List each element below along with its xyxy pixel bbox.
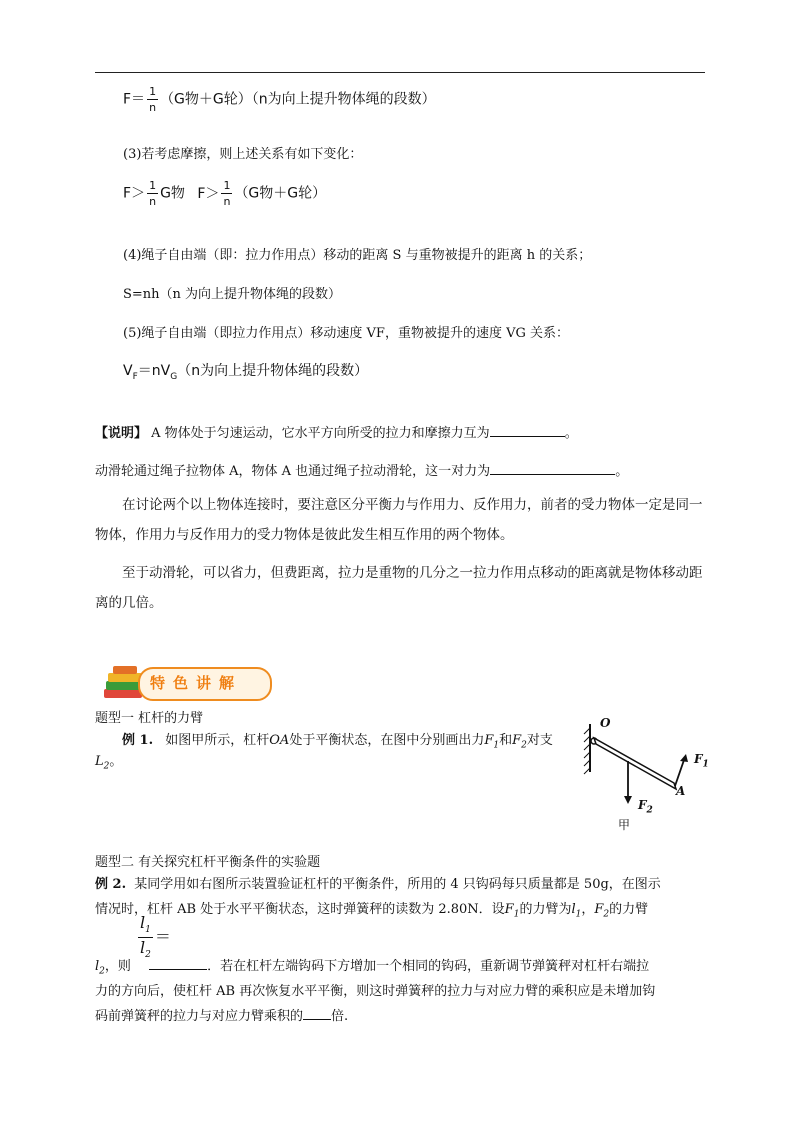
example-2-line-5: 码前弹簧秤的拉力与对应力臂乘积的 倍. bbox=[95, 1009, 349, 1024]
note-paragraph-2: 至于动滑轮，可以省力，但费距离，拉力是重物的几分之一拉力作用点移动的距离就是物体移动距离的几倍。 bbox=[95, 565, 703, 611]
note-line-2: 动滑轮通过绳子拉物体 A，物体 A 也通过绳子拉动滑轮，这一对力为 。 bbox=[95, 464, 629, 479]
ratio-fraction: $\frac{l_1}{l_2}$ ＝ bbox=[140, 913, 171, 961]
label-f2: $F_2$ bbox=[638, 798, 653, 816]
example-2-line-1: 例 2. 某同学用如右图所示装置验证杠杆的平衡条件，所用的 4 只钩码每只质量都是 50g，在图示 bbox=[95, 877, 661, 892]
item-5: (5)绳子自由端（即拉力作用点）移动速度 VF，重物被提升的速度 VG 关系： bbox=[123, 326, 569, 341]
item-3: (3)若考虑摩擦，则上述关系有如下变化： bbox=[123, 147, 363, 162]
note-line-1: 【说明】 A 物体处于匀速运动，它水平方向所受的拉力和摩擦力互为 。 bbox=[95, 426, 578, 441]
note-label: 【说明】 bbox=[95, 426, 148, 441]
example-2-line-3: $l_2$，则 ．若在杠杆左端钩码下方增加一个相同的钩码，重新调节弹簧秤对杠杆右端拉 bbox=[95, 959, 650, 977]
answer-blank-1[interactable] bbox=[490, 436, 565, 437]
answer-blank-2[interactable] bbox=[490, 474, 615, 475]
lever-diagram bbox=[576, 714, 716, 834]
formula-friction: F＞ $\frac{1}{n}$ G物 F＞ $\frac{1}{n}$ （G物＋G轮） bbox=[123, 179, 327, 208]
answer-blank-4[interactable] bbox=[303, 1019, 331, 1020]
example-1-line-1: 例 1. 如图甲所示，杠杆OA处于平衡状态，在图中分别画出力$F_1$和$F_2$对支 bbox=[122, 733, 553, 751]
example-2-line-2: 情况时，杠杆 AB 处于水平平衡状态，这时弹簧秤的读数为 2.80N．设$F_1$的力臂为$l_1$，$F_2$的力臂 bbox=[95, 902, 649, 920]
header-rule bbox=[95, 72, 705, 73]
fraction: $\frac{1}{n}$ bbox=[149, 85, 157, 114]
feature-badge bbox=[100, 663, 275, 703]
formula-body: （G物＋G轮）（n为向上提升物体绳的段数） bbox=[160, 91, 436, 108]
figure-caption: 甲 bbox=[618, 818, 631, 832]
item-4: (4)绳子自由端（即：拉力作用点）移动的距离 S 与重物被提升的距离 h 的关系； bbox=[123, 248, 592, 263]
formula-pulley-force bbox=[123, 86, 436, 113]
label-a: A bbox=[676, 784, 686, 798]
label-f1: $F_1$ bbox=[694, 752, 709, 770]
formula-velocity: $V_F=nV_G(n$为向上提升物体绳的段数） bbox=[123, 363, 369, 382]
lever-drawing bbox=[576, 714, 716, 834]
example-2-line-4: 力的方向后，使杠杆 AB 再次恢复水平平衡，则这时弹簧秤的拉力与对应力臂的乘积应是未增加钩 bbox=[95, 984, 656, 999]
note-paragraph-1: 在讨论两个以上物体连接时，要注意区分平衡力与作用力、反作用力，前者的受力物体一定是同一物体，作用力与反作用力的受力物体是彼此发生相互作用的两个物体。 bbox=[95, 497, 703, 543]
formula-lhs: F＝ bbox=[123, 91, 146, 108]
item-4-equation: S=nh（n 为向上提升物体绳的段数） bbox=[123, 287, 342, 302]
example-1-line-2: $L_2$。 bbox=[95, 754, 123, 772]
label-o: O bbox=[600, 716, 611, 730]
type-1-heading: 题型一 杠杆的力臂 bbox=[95, 711, 204, 726]
badge-title: 特色讲解 bbox=[150, 674, 243, 692]
type-2-heading: 题型二 有关探究杠杆平衡条件的实验题 bbox=[95, 855, 321, 870]
answer-blank-3[interactable] bbox=[149, 969, 207, 970]
